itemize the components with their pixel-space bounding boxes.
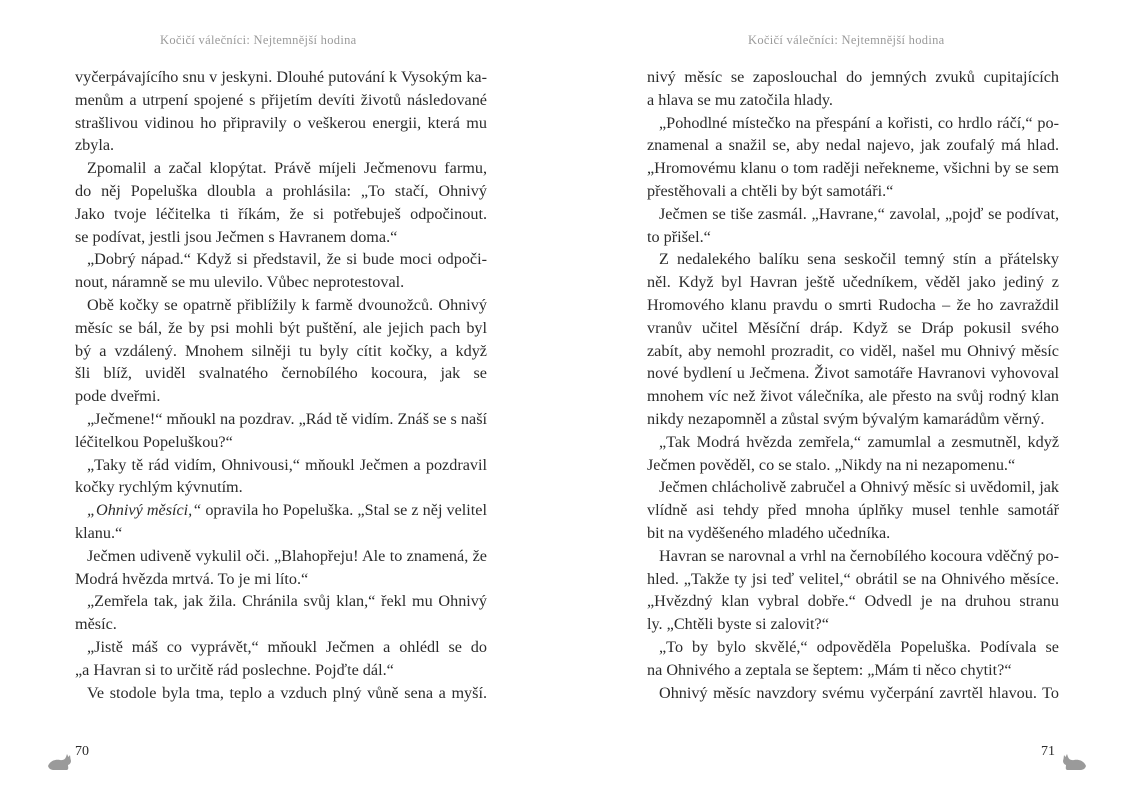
text-line: se podívat, jestli jsou Ječmen s Havranem doma.“ bbox=[75, 227, 398, 246]
text-line: klanu.“ bbox=[75, 523, 123, 542]
text-line: Z nedalekého balíku sena seskočil temný stín a přátelsky bbox=[659, 250, 1059, 269]
page-number: 70 bbox=[75, 744, 89, 759]
left-page bbox=[0, 0, 565, 800]
text-line: „a Havran si to určitě rád poslechne. Pojďte dál.“ bbox=[75, 660, 394, 679]
text-line: měsíc se bál, že by psi mohli být puštění, ale jejich pach byl bbox=[75, 318, 487, 337]
text-line: „Pohodlné místečko na přespání a kořisti, co hrdlo ráčí,“ po- bbox=[659, 113, 1059, 132]
text-line: bit na vyděšeného mladého učedníka. bbox=[647, 523, 891, 542]
text-line: hled. „Takže ty jsi teď velitel,“ obrátil se na Ohnivého měsíce. bbox=[647, 569, 1059, 588]
text-line: vranův učitel Měsíční dráp. Když se Dráp pokusil svého bbox=[647, 318, 1059, 337]
text-line: bý a vzdálený. Mnohem silněji tu byly cítit kočky, a když bbox=[75, 341, 487, 360]
text-line: „Ječmene!“ mňoukl na pozdrav. „Rád tě vidím. Znáš se s naší bbox=[87, 409, 487, 428]
cat-silhouette-icon bbox=[46, 752, 72, 772]
text-line: „Dobrý nápad.“ Když si představil, že si bude moci odpoči- bbox=[87, 250, 487, 269]
text-line: mnohem víc než život válečníka, ale přesto na svůj rodný klan bbox=[647, 387, 1059, 406]
text-line: ly. „Chtěli byste si zalovit?“ bbox=[647, 615, 829, 634]
text-line: Modrá hvězda mrtvá. To je mi líto.“ bbox=[75, 569, 309, 588]
text-line: „Hromovému klanu o tom raději neřekneme, všichni by se sem bbox=[647, 159, 1059, 178]
text-line: Hromového klanu pravdu o smrti Rudocha – že ho zavraždil bbox=[647, 295, 1059, 314]
text-line: vlídně asi tehdy před mnoha úplňky musel tenhle samotář bbox=[647, 501, 1059, 520]
text-line: nout, náramně se mu ulevilo. Vůbec neprotestoval. bbox=[75, 273, 405, 292]
text-line: nové bydlení u Ječmena. Život samotáře Havranovi vyhovoval bbox=[647, 364, 1059, 383]
text-line: léčitelkou Popeluškou?“ bbox=[75, 432, 233, 451]
text-line: „To by bylo skvělé,“ odpověděla Popeluška. Podívala se bbox=[659, 637, 1059, 656]
text-line: „Zemřela tak, jak žila. Chránila svůj klan,“ řekl mu Ohnivý bbox=[87, 592, 487, 611]
text-line: Ve stodole byla tma, teplo a vzduch plný vůně sena a myší. bbox=[87, 683, 487, 702]
text-line: menům a utrpení spojené s přijetím devíti životů následované bbox=[75, 90, 487, 109]
text-line: Ohnivý měsíc navzdory svému vyčerpání zavrtěl hlavou. To bbox=[659, 683, 1059, 702]
text-line: znamenal a snažil se, aby nedal najevo, jak zoufalý má hlad. bbox=[647, 136, 1059, 155]
text-line: Ječmen se tiše zasmál. „Havrane,“ zavolal, „pojď se podívat, bbox=[659, 204, 1059, 223]
text-line: „Hvězdný klan vybral dobře.“ Odvedl je na druhou stranu bbox=[647, 592, 1059, 611]
text-line: strašlivou vidinou ho připravily o veškerou energii, která mu bbox=[75, 113, 487, 132]
text-line: zbyla. bbox=[75, 136, 115, 155]
body-text bbox=[647, 66, 1059, 704]
text-line: Obě kočky se opatrně přiblížily k farmě dvounožců. Ohnivý bbox=[87, 295, 487, 314]
text-line: „Taky tě rád vidím, Ohnivousi,“ mňoukl Ječmen a pozdravil bbox=[87, 455, 487, 474]
cat-silhouette-icon bbox=[1062, 752, 1088, 772]
text-line: nivý měsíc se zaposlouchal do jemných zvuků cupitajících bbox=[647, 68, 1059, 86]
text-line: něl. Když byl Havran ještě učedníkem, věděl jako jediný z bbox=[647, 273, 1059, 292]
text-line: Ječmen chlácholivě zabručel a Ohnivý měsíc si uvědomil, jak bbox=[659, 478, 1059, 497]
text-line: „Ohnivý měsíci,“ opravila ho Popeluška. „Stal se z něj velitel bbox=[87, 501, 487, 520]
text-line: Ječmen udiveně vykulil oči. „Blahopřeju! Ale to znamená, že bbox=[87, 546, 487, 565]
text-line: měsíc. bbox=[75, 615, 117, 634]
right-page bbox=[566, 0, 1131, 800]
text-line: Zpomalil a začal klopýtat. Právě míjeli Ječmenovu farmu, bbox=[87, 159, 487, 178]
text-line: zabít, aby nemohl prozradit, co viděl, našel mu Ohnivý měsíc bbox=[647, 341, 1059, 360]
text-line: šli blíž, uviděl svalnatého černobílého kocoura, jak se bbox=[75, 364, 487, 383]
text-line: „Tak Modrá hvězda zemřela,“ zamumlal a zesmutněl, když bbox=[659, 432, 1059, 451]
text-line: to přišel.“ bbox=[647, 227, 711, 246]
text-line: vyčerpávajícího snu v jeskyni. Dlouhé putování k Vysokým ka- bbox=[75, 68, 487, 86]
text-line: „Jistě máš co vyprávět,“ mňoukl Ječmen a ohlédl se do bbox=[87, 637, 487, 656]
text-line: Ječmen pověděl, co se stalo. „Nikdy na ni nezapomenu.“ bbox=[647, 455, 1016, 474]
text-line: kočky rychlým kývnutím. bbox=[75, 478, 243, 497]
text-line: pode dveřmi. bbox=[75, 387, 161, 406]
text-line: nikdy nezapomněl a zůstal svým bývalým kamarádům věrný. bbox=[647, 409, 1045, 428]
running-head: Kočičí válečníci: Nejtemnější hodina bbox=[160, 33, 357, 47]
text-line: přestěhovali a chtěli by být samotáři.“ bbox=[647, 181, 894, 200]
running-head: Kočičí válečníci: Nejtemnější hodina bbox=[748, 33, 945, 47]
text-line: a hlava se mu zatočila hlady. bbox=[647, 90, 833, 109]
text-line: Havran se narovnal a vrhl na černobílého kocoura vděčný po- bbox=[659, 546, 1059, 565]
text-line: Jako tvoje léčitelka ti říkám, že si potřebuješ odpočinout. bbox=[75, 204, 487, 223]
page-number: 71 bbox=[1041, 744, 1055, 759]
text-line: do něj Popeluška dloubla a prohlásila: „To stačí, Ohnivý bbox=[75, 181, 487, 200]
body-text bbox=[75, 66, 487, 704]
text-line: na Ohnivého a zeptala se šeptem: „Mám ti něco chytit?“ bbox=[647, 660, 1012, 679]
